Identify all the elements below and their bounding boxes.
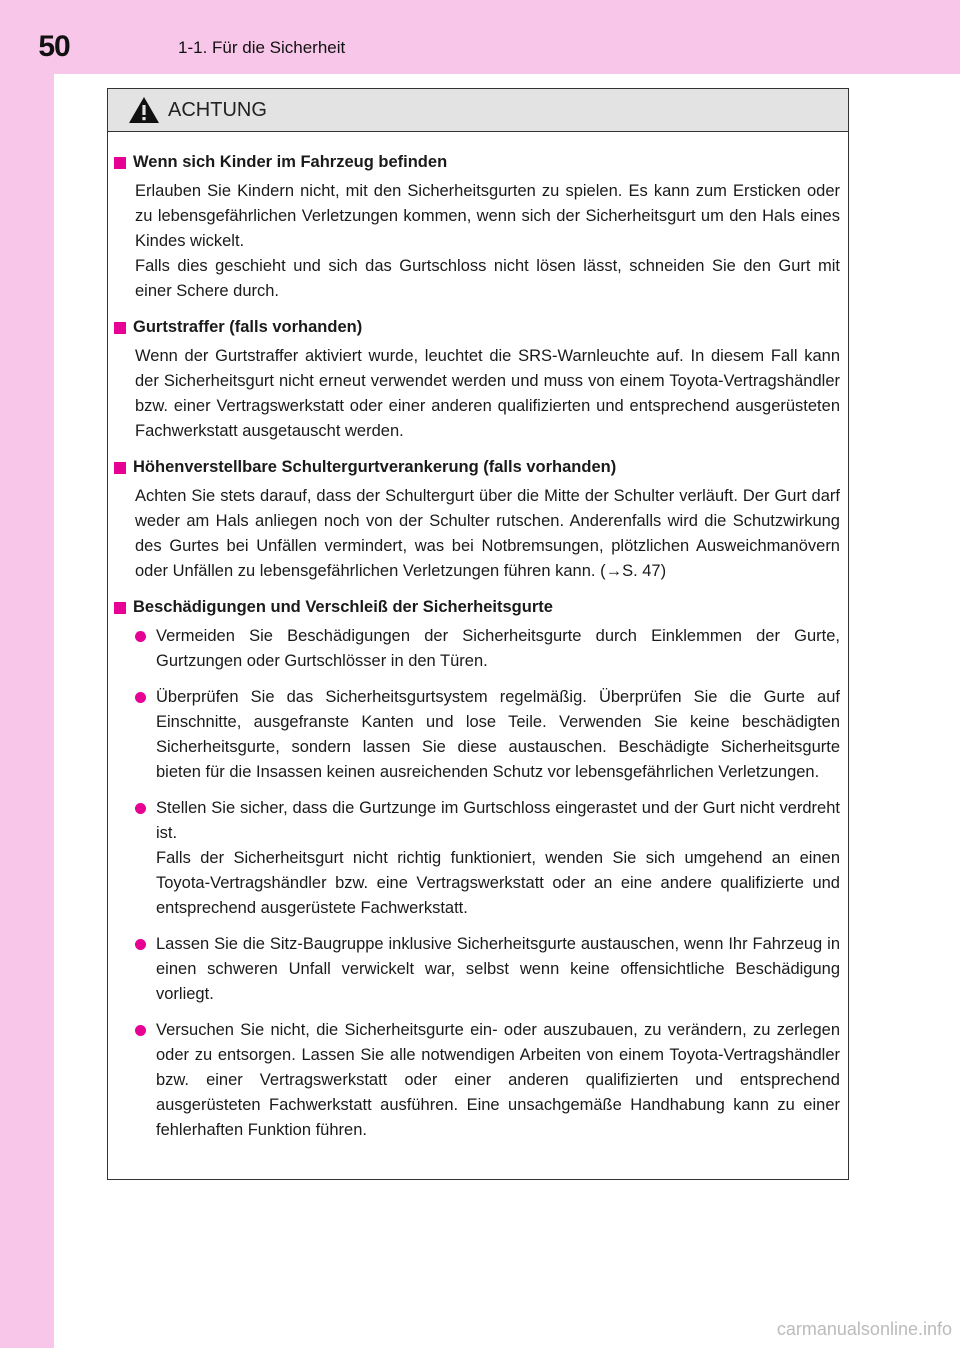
list-item: [114, 624, 840, 674]
list-item: [114, 685, 840, 785]
warning-box: [107, 88, 849, 1180]
section-title: [114, 595, 840, 620]
warning-section: [114, 315, 840, 444]
paragraph: Achten Sie stets darauf, dass der Schultergurt über die Mitte der Schulter verläuft. Der Gurt darf weder am Hals anliegen noch von der Schulter rutschen. Anderenfalls wird die Schutzwirkung des Gurtes bei Unfällen vermindert, was bei Notbremsungen, plötzlichen Ausweichmanövern oder Unfällen zu lebensgefährlichen Verletzungen führen kann. (→S. 47): [135, 487, 840, 580]
square-bullet-icon: [114, 462, 126, 474]
warning-section: [114, 150, 840, 304]
paragraph: Falls dies geschieht und sich das Gurtschloss nicht lösen lässt, schneiden Sie den Gurt mit einer Schere durch.: [135, 257, 840, 300]
list-item: [114, 1018, 840, 1143]
warning-header: [108, 89, 848, 132]
list-item-text: Lassen Sie die Sitz-Baugruppe inklusive Sicherheitsgurte austauschen, wenn Ihr Fahrzeug in einen schweren Unfall verwickelt war, selbst wenn keine offensichtliche Beschädigung vorliegt.: [156, 935, 840, 1003]
section-title: [114, 315, 840, 340]
list-item-text: Versuchen Sie nicht, die Sicherheitsgurte ein- oder auszubauen, zu verändern, zu zerlegen oder zu entsorgen. Lassen Sie alle notwendigen Arbeiten von einem Toyota-Vertragshändler bzw. einer Vertragswerkstatt oder einer anderen qualifizierten und entsprechend ausgerüsteten Fachwerkstatt ausführen. Eine unsachgemäße Handhabung kann zu einer fehlerhaften Funktion führen.: [156, 1021, 840, 1139]
section-title: [114, 150, 840, 175]
warning-title: ACHTUNG: [168, 98, 267, 121]
warning-triangle-icon: [128, 96, 160, 124]
watermark-text: carmanualsonline.info: [776, 1319, 952, 1339]
side-color-strip: [0, 0, 54, 1348]
section-title-text: Gurtstraffer (falls vorhanden): [133, 318, 363, 336]
warning-content: [108, 132, 848, 1143]
circle-bullet-icon: [135, 939, 146, 950]
warning-section: [114, 595, 840, 1143]
circle-bullet-icon: [135, 1025, 146, 1036]
square-bullet-icon: [114, 602, 126, 614]
square-bullet-icon: [114, 322, 126, 334]
list-item: [114, 796, 840, 921]
section-header: 1-1. Für die Sicherheit: [178, 38, 346, 57]
list-item-text: Stellen Sie sicher, dass die Gurtzunge im Gurtschloss eingerastet und der Gurt nicht verdreht ist. Falls der Sicherheitsgurt nicht richtig funktioniert, wenden Sie sich umgehend an einen Toyota-Vertragshändler bzw. eine Vertragswerkstatt oder an eine andere qualifizierte und entsprechend ausgerüstete Fachwerkstatt.: [156, 799, 840, 917]
circle-bullet-icon: [135, 631, 146, 642]
list-item: [114, 932, 840, 1007]
circle-bullet-icon: [135, 803, 146, 814]
warning-section: [114, 455, 840, 584]
section-title-text: Beschädigungen und Verschleiß der Sicherheitsgurte: [133, 598, 553, 616]
circle-bullet-icon: [135, 692, 146, 703]
section-title: [114, 455, 840, 480]
page-number: 50: [38, 30, 70, 63]
section-title-text: Höhenverstellbare Schultergurtverankerung (falls vorhanden): [133, 458, 617, 476]
square-bullet-icon: [114, 157, 126, 169]
list-item-text: Vermeiden Sie Beschädigungen der Sicherheitsgurte durch Einklemmen der Gurte, Gurtzungen oder Gurtschlösser in den Türen.: [156, 627, 840, 670]
section-title-text: Wenn sich Kinder im Fahrzeug befinden: [133, 153, 448, 171]
paragraph: Wenn der Gurtstraffer aktiviert wurde, leuchtet die SRS-Warnleuchte auf. In diesem Fall kann der Sicherheitsgurt nicht erneut verwendet werden und muss von einem Toyota-Vertragshändler bzw. einer Vertragswerkstatt oder einer anderen qualifizierten und entsprechend ausgerüsteten Fachwerkstatt ausgetauscht werden.: [135, 347, 840, 440]
paragraph: Erlauben Sie Kindern nicht, mit den Sicherheitsgurten zu spielen. Es kann zum Ersticken oder zu lebensgefährlichen Verletzungen kommen, wenn sich der Sicherheitsgurt um den Hals eines Kindes wickelt.: [135, 182, 840, 250]
list-item-text: Überprüfen Sie das Sicherheitsgurtsystem regelmäßig. Überprüfen Sie die Gurte auf Einschnitte, ausgefranste Kanten und lose Teile. Verwenden Sie keine beschädigten Sicherheitsgurte, sondern lassen Sie diese austauschen. Beschädigte Sicherheitsgurte bieten für die Insassen keinen ausreichenden Schutz vor lebensgefährlichen Verletzungen.: [156, 688, 840, 781]
top-color-strip: [0, 0, 960, 74]
